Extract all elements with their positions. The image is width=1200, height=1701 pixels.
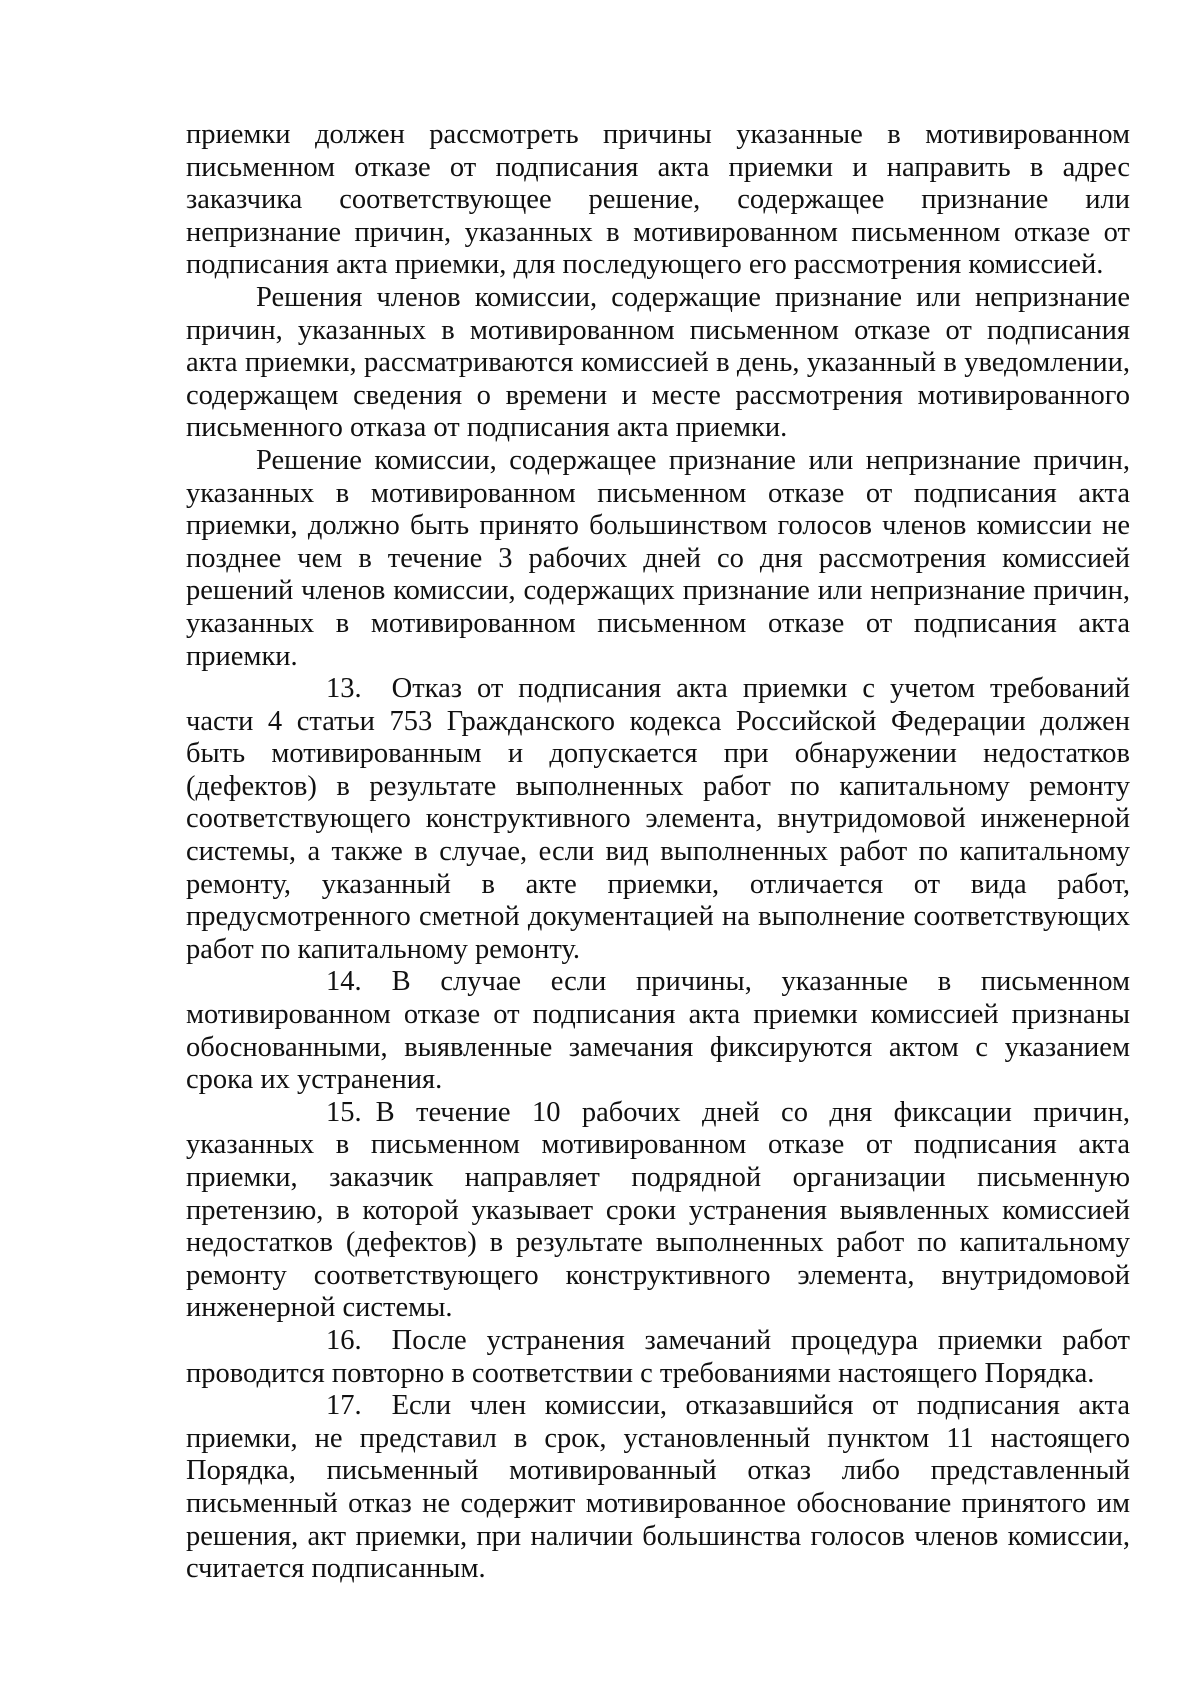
paragraph-members-decisions [186,282,1130,445]
paragraph-text: Отказ от подписания акта приемки с учетом требований части 4 статьи 753 Гражданского кодекса Российской Федерации должен быть мотивированным и допускается при обнаружении недостатков (дефектов) в результате выполненных работ по капитальному ремонту соответствующего конструктивного элемента, внутридомовой инженерной системы, а также в случае, если вид выполненных работ по капитальному ремонту, указанный в акте приемки, отличается от вида работ, предусмотренного сметной документацией на выполнение соответствующих работ по капитальному ремонту. [186,673,1130,965]
paragraph-16 [186,1325,1130,1390]
paragraph-17 [186,1390,1130,1586]
paragraph-text: После устранения замечаний процедура приемки работ проводится повторно в соответствии с требованиями настоящего Порядка. [186,1324,1130,1389]
paragraph-text: приемки должен рассмотреть причины указанные в мотивированном письменном отказе от подписания акта приемки и направить в адрес заказчика соответствующее решение, содержащее признание или непризнание причин, указанных в мотивированном письменном отказе от подписания акта приемки, для последующего его рассмотрения комиссией. [186,119,1130,281]
paragraph-15 [186,1097,1130,1325]
paragraph-number: 17. [326,1390,362,1422]
paragraph-number: 14. [326,966,362,998]
document-body [186,119,1130,1586]
paragraph-number: 15. [326,1096,362,1128]
paragraph-commission-decision [186,445,1130,673]
paragraph-14 [186,966,1130,1096]
paragraph-text: Если член комиссии, отказавшийся от подписания акта приемки, не представил в срок, установленный пунктом 11 настоящего Порядка, письменный мотивированный отказ либо представленный письменный отказ не содержит мотивированное обоснование принятого им решения, акт приемки, при наличии большинства голосов членов комиссии, считается подписанным. [186,1390,1130,1585]
paragraph-continuation [186,119,1130,282]
paragraph-13 [186,673,1130,966]
paragraph-number: 16. [326,1324,362,1356]
paragraph-number: 13. [326,673,362,705]
paragraph-text: В течение 10 рабочих дней со дня фиксации причин, указанных в письменном мотивированном отказе от подписания акта приемки, заказчик направляет подрядной организации письменную претензию, в которой указывает сроки устранения выявленных комиссией недостатков (дефектов) в результате выполненных работ по капитальному ремонту соответствующего конструктивного элемента, внутридомовой инженерной системы. [186,1096,1130,1324]
paragraph-text: Решения членов комиссии, содержащие признание или непризнание причин, указанных в мотивированном письменном отказе от подписания акта приемки, рассматриваются комиссией в день, указанный в уведомлении, содержащем сведения о времени и месте рассмотрения мотивированного письменного отказа от подписания акта приемки. [186,281,1130,444]
paragraph-text: Решение комиссии, содержащее признание или непризнание причин, указанных в мотивированном письменном отказе от подписания акта приемки, должно быть принято большинством голосов членов комиссии не позднее чем в течение 3 рабочих дней со дня рассмотрения комиссией решений членов комиссии, содержащих признание или непризнание причин, указанных в мотивированном письменном отказе от подписания акта приемки. [186,444,1130,672]
paragraph-text: В случае если причины, указанные в письменном мотивированном отказе от подписания акта приемки комиссией признаны обоснованными, выявленные замечания фиксируются актом с указанием срока их устранения. [186,966,1130,1096]
